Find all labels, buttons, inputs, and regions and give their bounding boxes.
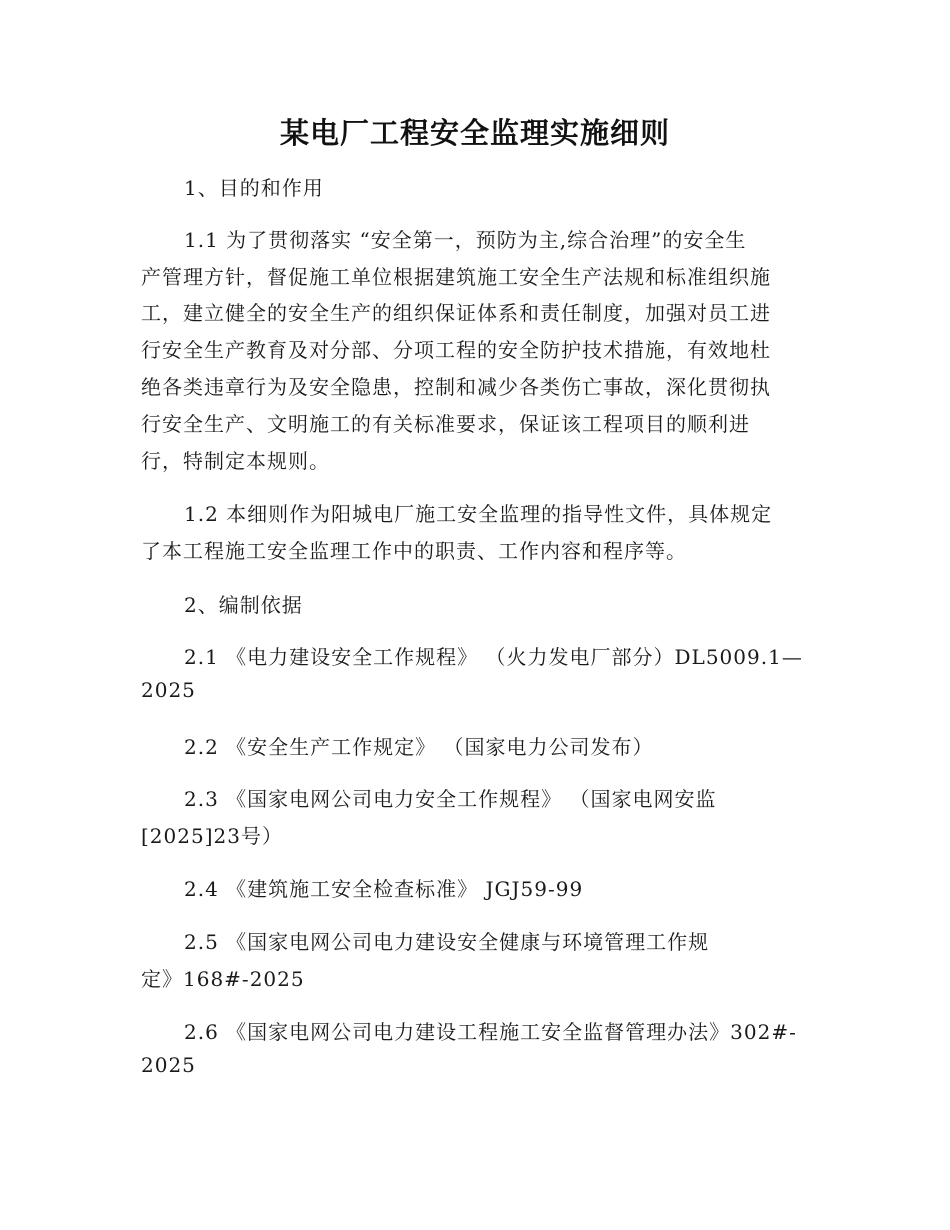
reference-2-3-line-2: [2025]23号）: [141, 824, 283, 848]
paragraph-1-1-line-1: 1.1 为了贯彻落实 “安全第一，预防为主,综合治理”的安全生: [184, 228, 747, 252]
paragraph-1-2-line-1: 1.2 本细则作为阳城电厂施工安全监理的指导性文件，具体规定: [184, 502, 773, 526]
reference-2-2: 2.2 《安全生产工作规定》 （国家电力公司发布）: [184, 735, 654, 759]
reference-2-1-line-2: 2025: [141, 678, 196, 702]
paragraph-1-1-line-4: 行安全生产教育及对分部、分项工程的安全防护技术措施，有效地杜: [141, 338, 771, 362]
section-heading-2: 2、编制依据: [184, 593, 303, 617]
reference-2-5-line-2: 定》168#-2025: [141, 967, 305, 991]
reference-2-3-line-1: 2.3 《国家电网公司电力安全工作规程》 （国家电网安监: [184, 787, 717, 811]
reference-2-6-line-2: 2025: [141, 1053, 196, 1077]
paragraph-1-1-line-2: 产管理方针，督促施工单位根据建筑施工安全生产法规和标准组织施: [141, 265, 771, 289]
section-heading-1: 1、目的和作用: [184, 176, 324, 200]
document-title: 某电厂工程安全监理实施细则: [279, 116, 670, 150]
paragraph-1-1-line-5: 绝各类违章行为及安全隐患，控制和减少各类伤亡事故，深化贯彻执: [141, 375, 771, 399]
reference-2-5-line-1: 2.5 《国家电网公司电力建设安全健康与环境管理工作规: [184, 930, 710, 954]
paragraph-1-1-line-7: 行，特制定本规则。: [141, 449, 330, 473]
paragraph-1-2-line-2: 了本工程施工安全监理工作中的职责、工作内容和程序等。: [141, 539, 687, 563]
paragraph-1-1-line-6: 行安全生产、文明施工的有关标准要求，保证该工程项目的顺利进: [141, 412, 750, 436]
paragraph-1-1-line-3: 工，建立健全的安全生产的组织保证体系和责任制度，加强对员工进: [141, 301, 771, 325]
reference-2-6-line-1: 2.6 《国家电网公司电力建设工程施工安全监督管理办法》302#-: [184, 1020, 797, 1044]
reference-2-4: 2.4 《建筑施工安全检查标准》 JGJ59-99: [184, 877, 584, 901]
reference-2-1-line-1: 2.1 《电力建设安全工作规程》 （火力发电厂部分）DL5009.1—: [184, 645, 803, 669]
